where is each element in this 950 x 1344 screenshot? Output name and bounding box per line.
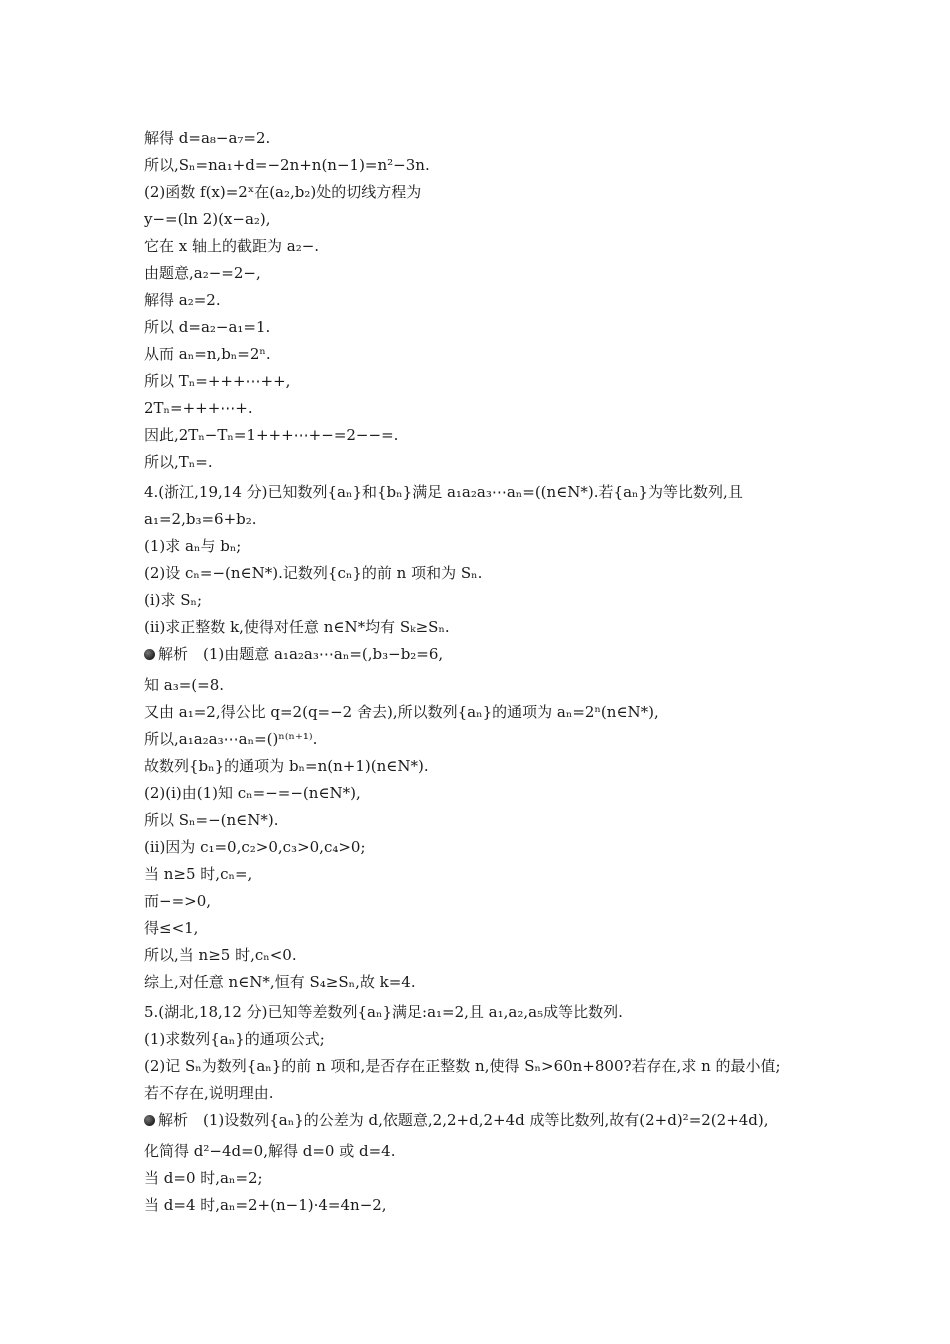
- text-line: 知 a₃=(=8.: [144, 676, 225, 694]
- text-line: 由题意,a₂−=2−,: [144, 264, 261, 282]
- text-line: 综上,对任意 n∈N*,恒有 S₄≥Sₙ,故 k=4.: [144, 973, 416, 991]
- text-line: 因此,2Tₙ−Tₙ=1+++⋯+−=2−−=.: [144, 426, 399, 444]
- text-line: 当 d=4 时,aₙ=2+(n−1)·4=4n−2,: [144, 1196, 387, 1214]
- text-line: (1)求数列{aₙ}的通项公式;: [144, 1030, 325, 1048]
- text-line: (2)记 Sₙ为数列{aₙ}的前 n 项和,是否存在正整数 n,使得 Sₙ>60n+800?若存在,求 n 的最小值;: [144, 1057, 781, 1075]
- text-line: (i)求 Sₙ;: [144, 591, 203, 609]
- text-line: 所以,Sₙ=na₁+d=−2n+n(n−1)=n²−3n.: [144, 156, 430, 174]
- text-line: 所以 d=a₂−a₁=1.: [144, 318, 271, 336]
- text-line: 当 d=0 时,aₙ=2;: [144, 1169, 263, 1187]
- solution-bullet-icon: [144, 1115, 155, 1126]
- text-line: (ii)求正整数 k,使得对任意 n∈N*均有 Sₖ≥Sₙ.: [144, 618, 450, 636]
- text-line: 所以 Sₙ=−(n∈N*).: [144, 811, 279, 829]
- text-line: 所以,当 n≥5 时,cₙ<0.: [144, 946, 297, 964]
- text-line: 所以,Tₙ=.: [144, 453, 213, 471]
- text-line: 得≤<1,: [144, 919, 199, 937]
- text-line: 而−=>0,: [144, 892, 212, 910]
- text-line: 又由 a₁=2,得公比 q=2(q=−2 舍去),所以数列{aₙ}的通项为 aₙ=2ⁿ(n∈N*),: [144, 703, 659, 721]
- text-line: 故数列{bₙ}的通项为 bₙ=n(n+1)(n∈N*).: [144, 757, 429, 775]
- text-line: 解析 (1)设数列{aₙ}的公差为 d,依题意,2,2+d,2+4d 成等比数列,故有(2+d)²=2(2+4d),: [158, 1111, 769, 1129]
- text-line: 它在 x 轴上的截距为 a₂−.: [144, 237, 320, 255]
- text-line: (1)求 aₙ与 bₙ;: [144, 537, 242, 555]
- text-line: (2)设 cₙ=−(n∈N*).记数列{cₙ}的前 n 项和为 Sₙ.: [144, 564, 483, 582]
- text-line: 所以 Tₙ=+++⋯++,: [144, 372, 291, 390]
- problem-4-statement: 4.(浙江,19,14 分)已知数列{aₙ}和{bₙ}满足 a₁a₂a₃⋯aₙ=((n∈N*).若{aₙ}为等比数列,且: [144, 483, 743, 501]
- text-line: 所以,a₁a₂a₃⋯aₙ=()ⁿ⁽ⁿ⁺¹⁾.: [144, 730, 318, 748]
- solution-5-line: [144, 1110, 769, 1130]
- solution-4-line: [144, 644, 443, 664]
- text-line: y−=(ln 2)(x−a₂),: [144, 210, 271, 228]
- text-line: (2)(i)由(1)知 cₙ=−=−(n∈N*),: [144, 784, 361, 802]
- text-line: 化简得 d²−4d=0,解得 d=0 或 d=4.: [144, 1142, 396, 1160]
- problem-5-statement: 5.(湖北,18,12 分)已知等差数列{aₙ}满足:a₁=2,且 a₁,a₂,a₅成等比数列.: [144, 1003, 623, 1021]
- text-line: 若不存在,说明理由.: [144, 1084, 274, 1102]
- solution-bullet-icon: [144, 649, 155, 660]
- text-line: 2Tₙ=+++⋯+.: [144, 399, 253, 417]
- text-line: 从而 aₙ=n,bₙ=2ⁿ.: [144, 345, 271, 363]
- text-line: (ii)因为 c₁=0,c₂>0,c₃>0,c₄>0;: [144, 838, 366, 856]
- text-line: 当 n≥5 时,cₙ=,: [144, 865, 253, 883]
- text-line: 解得 d=a₈−a₇=2.: [144, 129, 271, 147]
- text-line: a₁=2,b₃=6+b₂.: [144, 510, 257, 528]
- text-line: 解得 a₂=2.: [144, 291, 221, 309]
- text-line: 解析 (1)由题意 a₁a₂a₃⋯aₙ=(,b₃−b₂=6,: [158, 645, 444, 663]
- text-line: (2)函数 f(x)=2ˣ在(a₂,b₂)处的切线方程为: [144, 183, 422, 201]
